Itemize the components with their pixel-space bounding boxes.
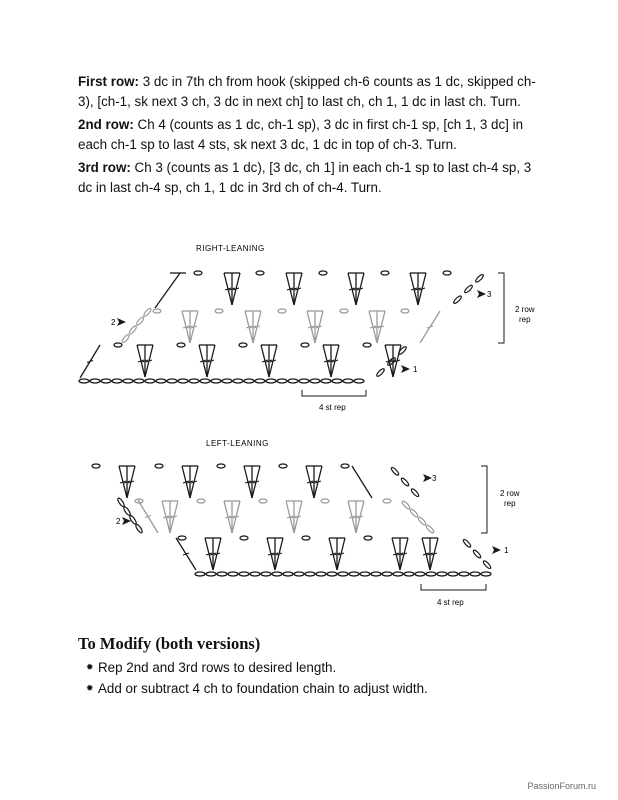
chain-stitch: [341, 464, 349, 468]
chain-stitch: [481, 572, 491, 576]
chain-stitch: [194, 271, 202, 275]
chain-stitch: [228, 572, 238, 576]
row-arrow-icon: [423, 474, 432, 482]
row-text: 3 dc in 7th ch from hook (skipped ch-6 counts as 1 dc, skipped ch-3), [ch-1, sk next 3 ch, 3 dc in next ch] to last ch, ch 1, 1 dc in last ch. Turn.: [78, 74, 536, 109]
turning-chain: [121, 334, 130, 344]
turning-chain: [453, 295, 463, 305]
row-repeat-bracket: [498, 273, 504, 343]
chain-stitch: [189, 379, 199, 383]
chain-stitch: [349, 572, 359, 576]
chain-stitch: [206, 572, 216, 576]
chain-stitch: [167, 379, 177, 383]
chain-stitch: [459, 572, 469, 576]
chain-stitch: [240, 536, 248, 540]
row-marker: 2: [111, 318, 116, 327]
chain-stitch: [415, 572, 425, 576]
turning-chain: [143, 307, 152, 317]
left-leaning-diagram: [92, 464, 501, 590]
chain-stitch: [381, 271, 389, 275]
chain-stitch: [364, 536, 372, 540]
chain-stitch: [382, 572, 392, 576]
turning-chain: [425, 524, 435, 534]
chain-stitch: [156, 379, 166, 383]
row-label: 2nd row:: [78, 117, 134, 132]
row-marker: 2: [116, 517, 121, 526]
chain-stitch: [301, 343, 309, 347]
row-text: Ch 3 (counts as 1 dc), [3 dc, ch 1] in each ch-1 sp to last ch-4 sp, 3 dc in last ch-4 sp, ch 1, 1 dc in 3rd ch of ch-4. Turn.: [78, 160, 532, 195]
chain-stitch: [277, 379, 287, 383]
chain-stitch: [197, 499, 205, 503]
list-item-text: Rep 2nd and 3rd rows to desired length.: [98, 660, 337, 675]
modify-heading: To Modify (both versions): [78, 634, 261, 653]
chain-stitch: [90, 379, 100, 383]
row-label: 3rd row:: [78, 160, 131, 175]
chain-stitch: [239, 572, 249, 576]
diagram-title: LEFT-LEANING: [206, 439, 269, 448]
chain-stitch: [404, 572, 414, 576]
repeat-label: 2 row: [515, 305, 535, 314]
chain-stitch: [215, 309, 223, 313]
row-repeat-bracket: [481, 466, 487, 533]
repeat-label: rep: [519, 315, 531, 324]
dc-stitch: [155, 273, 180, 308]
chain-stitch: [321, 379, 331, 383]
chain-stitch: [123, 379, 133, 383]
repeat-label: 4 st rep: [437, 598, 464, 607]
list-item-text: Add or subtract 4 ch to foundation chain to adjust width.: [98, 681, 428, 696]
chain-stitch: [134, 379, 144, 383]
chain-stitch: [178, 379, 188, 383]
chain-stitch: [272, 572, 282, 576]
turning-chain: [401, 500, 411, 510]
row-marker: 1: [504, 546, 509, 555]
chain-stitch: [278, 309, 286, 313]
bullet-icon: ✹: [86, 662, 94, 672]
row-label: First row:: [78, 74, 140, 89]
turning-chain: [409, 508, 419, 518]
chain-stitch: [437, 572, 447, 576]
turning-chain: [390, 466, 399, 476]
turning-chain: [376, 368, 386, 378]
row-marker: 3: [487, 290, 492, 299]
chain-stitch: [112, 379, 122, 383]
chain-stitch: [470, 572, 480, 576]
repeat-label: 2 row: [500, 489, 520, 498]
chain-stitch: [256, 271, 264, 275]
right-leaning-diagram: [79, 271, 504, 396]
chain-stitch: [343, 379, 353, 383]
turning-chain: [482, 560, 491, 570]
chain-stitch: [426, 572, 436, 576]
turning-chain: [135, 523, 144, 533]
chain-stitch: [319, 271, 327, 275]
bullet-icon: ✹: [86, 683, 94, 693]
chain-stitch: [79, 379, 89, 383]
chain-stitch: [338, 572, 348, 576]
chain-stitch: [261, 572, 271, 576]
chain-stitch: [310, 379, 320, 383]
chain-stitch: [250, 572, 260, 576]
list-item: [86, 660, 428, 675]
stitch-repeat-bracket: [421, 584, 486, 590]
chain-stitch: [177, 343, 185, 347]
chain-stitch: [371, 572, 381, 576]
chain-stitch: [443, 271, 451, 275]
chain-stitch: [255, 379, 265, 383]
chain-stitch: [145, 379, 155, 383]
chain-stitch: [360, 572, 370, 576]
chain-stitch: [401, 309, 409, 313]
row-marker: 1: [413, 365, 418, 374]
modify-list: [86, 660, 428, 702]
repeat-label: 4 st rep: [319, 403, 346, 412]
chain-stitch: [155, 464, 163, 468]
row-arrow-icon: [492, 546, 501, 554]
turning-chain: [475, 274, 485, 284]
turning-chain: [117, 497, 126, 507]
chain-stitch: [288, 379, 298, 383]
chain-stitch: [233, 379, 243, 383]
chain-stitch: [321, 499, 329, 503]
chain-stitch: [448, 572, 458, 576]
turning-chain: [123, 506, 132, 516]
dc-stitch: [352, 466, 372, 498]
row-arrow-icon: [477, 290, 486, 298]
chain-stitch: [266, 379, 276, 383]
chain-stitch: [294, 572, 304, 576]
watermark: PassionForum.ru: [527, 781, 596, 791]
turning-chain: [464, 284, 474, 294]
list-item: [86, 681, 428, 696]
chain-stitch: [195, 572, 205, 576]
chain-stitch: [316, 572, 326, 576]
chain-stitch: [217, 572, 227, 576]
chain-stitch: [200, 379, 210, 383]
chain-stitch: [92, 464, 100, 468]
turning-chain: [417, 516, 427, 526]
chain-stitch: [305, 572, 315, 576]
chain-stitch: [101, 379, 111, 383]
chain-stitch: [244, 379, 254, 383]
chain-stitch: [211, 379, 221, 383]
chain-stitch: [114, 343, 122, 347]
turning-chain: [128, 325, 137, 335]
chain-stitch: [302, 536, 310, 540]
chain-stitch: [363, 343, 371, 347]
turning-chain: [129, 515, 138, 525]
chain-stitch: [383, 499, 391, 503]
chain-stitch: [222, 379, 232, 383]
chain-stitch: [283, 572, 293, 576]
chain-stitch: [332, 379, 342, 383]
chain-stitch: [217, 464, 225, 468]
turning-chain: [400, 477, 409, 487]
diagram-title: RIGHT-LEANING: [196, 244, 265, 253]
chain-stitch: [239, 343, 247, 347]
stitch-repeat-bracket: [302, 390, 366, 396]
chain-stitch: [178, 536, 186, 540]
chain-stitch: [340, 309, 348, 313]
chain-stitch: [354, 379, 364, 383]
row-arrow-icon: [117, 318, 126, 326]
chain-stitch: [259, 499, 267, 503]
row-text: Ch 4 (counts as 1 dc, ch-1 sp), 3 dc in first ch-1 sp, [ch 1, 3 dc] in each ch-1 sp to last 4 sts, sk next 3 dc, 1 dc in top of ch-3. Turn.: [78, 117, 524, 152]
row-arrow-icon: [401, 365, 410, 373]
turning-chain: [136, 316, 145, 326]
chain-stitch: [299, 379, 309, 383]
turning-chain: [462, 538, 471, 548]
turning-chain: [472, 549, 481, 559]
repeat-label: rep: [504, 499, 516, 508]
turning-chain: [410, 488, 419, 498]
chain-stitch: [279, 464, 287, 468]
chain-stitch: [327, 572, 337, 576]
chain-stitch: [393, 572, 403, 576]
chain-stitch: [153, 309, 161, 313]
row-marker: 3: [432, 474, 437, 483]
